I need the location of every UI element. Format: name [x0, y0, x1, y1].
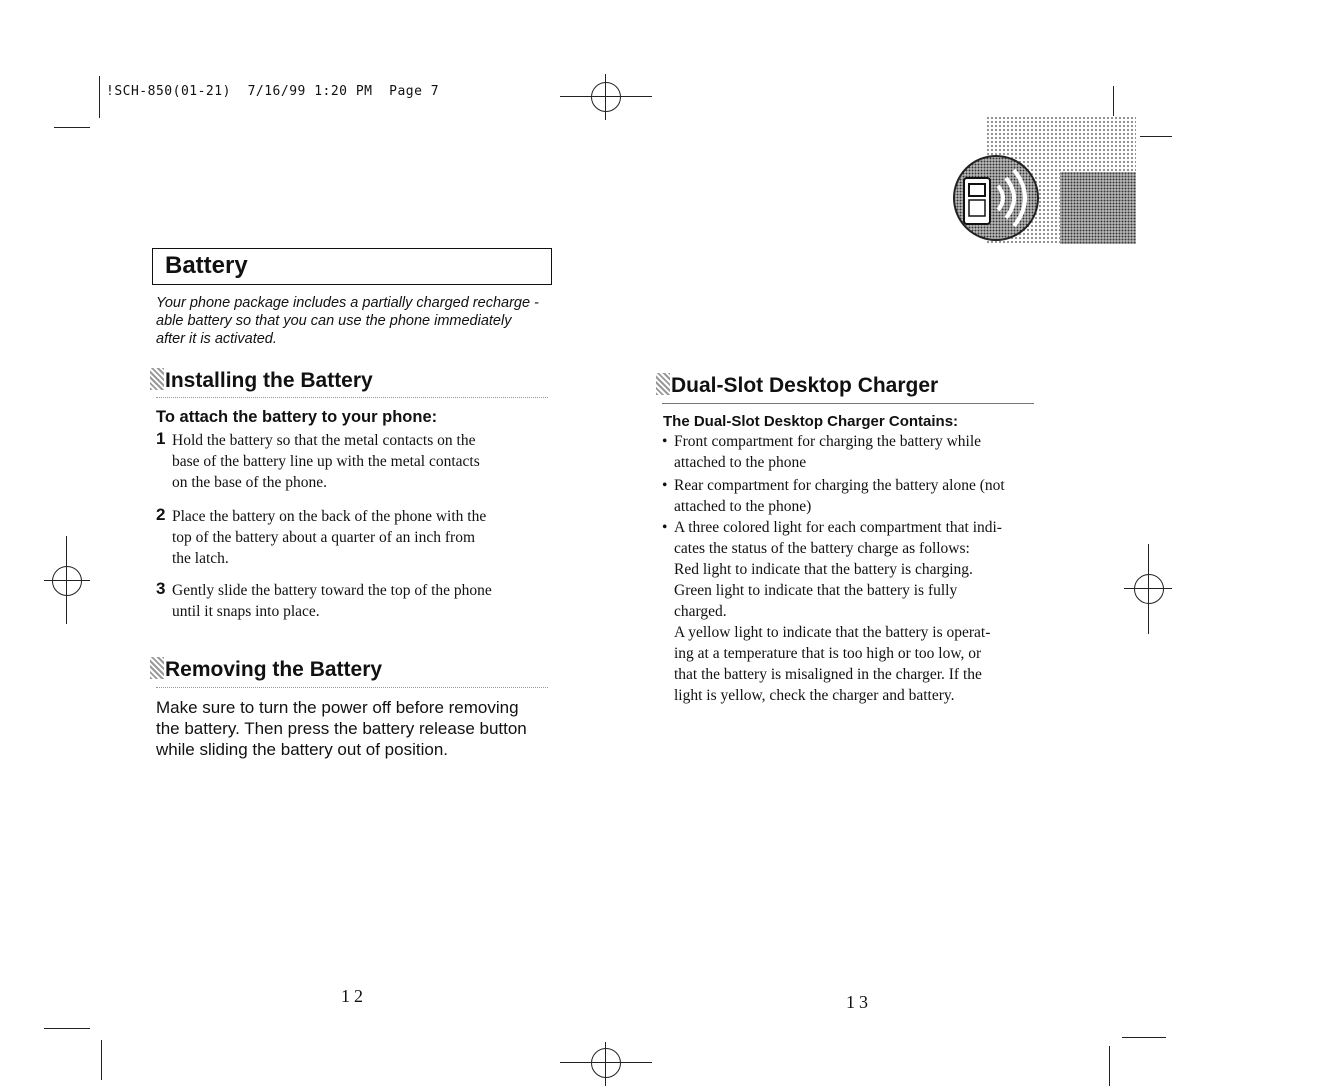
bullet-line: attached to the phone) — [674, 498, 812, 515]
heading-marker-icon — [150, 368, 164, 390]
registration-mark-top — [560, 74, 652, 120]
crop-mark — [1109, 1046, 1110, 1086]
step-number: 3 — [156, 579, 166, 598]
registration-mark-right — [1124, 544, 1172, 634]
intro-line: able battery so that you can use the phone immediately — [156, 313, 512, 329]
step-line: on the base of the phone. — [172, 474, 327, 491]
step-line: Place the battery on the back of the phone with the — [172, 508, 487, 525]
heading-marker-icon — [150, 657, 164, 679]
installing-subtitle: To attach the battery to your phone: — [156, 408, 438, 426]
bullet-icon: • — [662, 519, 668, 536]
charger-subtitle: The Dual-Slot Desktop Charger Contains: — [663, 413, 959, 430]
print-time: 1:20 PM — [314, 84, 373, 99]
heading-rule — [156, 397, 548, 398]
bullet-icon: • — [662, 433, 668, 450]
intro-line: after it is activated. — [156, 331, 277, 347]
step-line: the latch. — [172, 550, 229, 567]
heading-text: nstalling the Battery — [170, 369, 373, 392]
crop-mark — [101, 1040, 102, 1080]
step-line: until it snaps into place. — [172, 603, 320, 620]
heading-rule — [662, 403, 1034, 404]
file-id: !SCH-850(01-21) — [106, 84, 231, 99]
step-line: top of the battery about a quarter of an inch from — [172, 529, 475, 546]
step-1 — [156, 430, 556, 493]
removing-line: the battery. Then press the battery release button — [156, 719, 527, 738]
heading-initial: I — [165, 369, 171, 392]
registration-mark-left — [44, 536, 90, 624]
crop-mark — [1122, 1037, 1166, 1038]
bullet-line: Front compartment for charging the battery while — [674, 433, 982, 450]
crop-mark — [1140, 136, 1172, 137]
crop-mark — [54, 127, 90, 128]
step-line: Hold the battery so that the metal contacts on the — [172, 432, 476, 449]
removing-heading — [150, 657, 382, 682]
heading-rule — [156, 687, 548, 688]
bullet-line: Red light to indicate that the battery is charging. — [674, 561, 973, 578]
list-item — [662, 475, 1072, 517]
bullet-line: light is yellow, check the charger and battery. — [674, 687, 955, 704]
print-date: 7/16/99 — [247, 84, 306, 99]
bullet-line: A three colored light for each compartment that indi- — [674, 519, 1002, 536]
intro-line: Your phone package includes a partially charged recharge - — [156, 295, 539, 311]
page-number-left: 12 — [341, 986, 367, 1006]
installing-heading — [150, 368, 373, 393]
heading-marker-icon — [656, 373, 670, 395]
battery-intro — [156, 294, 561, 348]
bullet-line: ing at a temperature that is too high or too low, or — [674, 645, 982, 662]
step-2 — [156, 506, 556, 569]
step-line: base of the battery line up with the metal contacts — [172, 453, 480, 470]
heading-text: ual-Slot Desktop Charger — [686, 374, 939, 397]
step-number: 2 — [156, 505, 166, 524]
bullet-line: Rear compartment for charging the battery alone (not — [674, 477, 1005, 494]
removing-text — [156, 697, 566, 760]
phone-signal-icon — [950, 112, 1140, 248]
list-item — [662, 517, 1072, 706]
crop-mark — [99, 76, 100, 118]
list-item — [662, 431, 1072, 473]
heading-initial: R — [165, 658, 181, 681]
charger-heading — [656, 373, 938, 398]
bullet-line: cates the status of the battery charge as follows: — [674, 540, 970, 557]
battery-title-box — [152, 248, 552, 285]
step-number: 1 — [156, 429, 166, 448]
print-page: Page 7 — [389, 84, 440, 99]
bullet-line: A yellow light to indicate that the battery is operat- — [674, 624, 991, 641]
heading-text: emoving the Battery — [180, 658, 383, 681]
page-number-right: 13 — [846, 992, 872, 1012]
charger-bullets — [662, 431, 1072, 706]
bullet-line: charged. — [674, 603, 727, 620]
bullet-line: Green light to indicate that the battery is fully — [674, 582, 958, 599]
battery-title: Battery — [165, 252, 248, 279]
removing-line: Make sure to turn the power off before removing — [156, 698, 519, 717]
registration-mark-bottom — [560, 1040, 652, 1086]
bullet-icon: • — [662, 477, 668, 494]
heading-initial: D — [671, 374, 687, 397]
removing-line: while sliding the battery out of position. — [156, 740, 449, 759]
crop-mark — [44, 1028, 90, 1029]
bullet-line: that the battery is misaligned in the charger. If the — [674, 666, 982, 683]
step-3 — [156, 580, 556, 622]
print-header — [106, 84, 439, 99]
bullet-line: attached to the phone — [674, 454, 807, 471]
step-line: Gently slide the battery toward the top of the phone — [172, 582, 492, 599]
